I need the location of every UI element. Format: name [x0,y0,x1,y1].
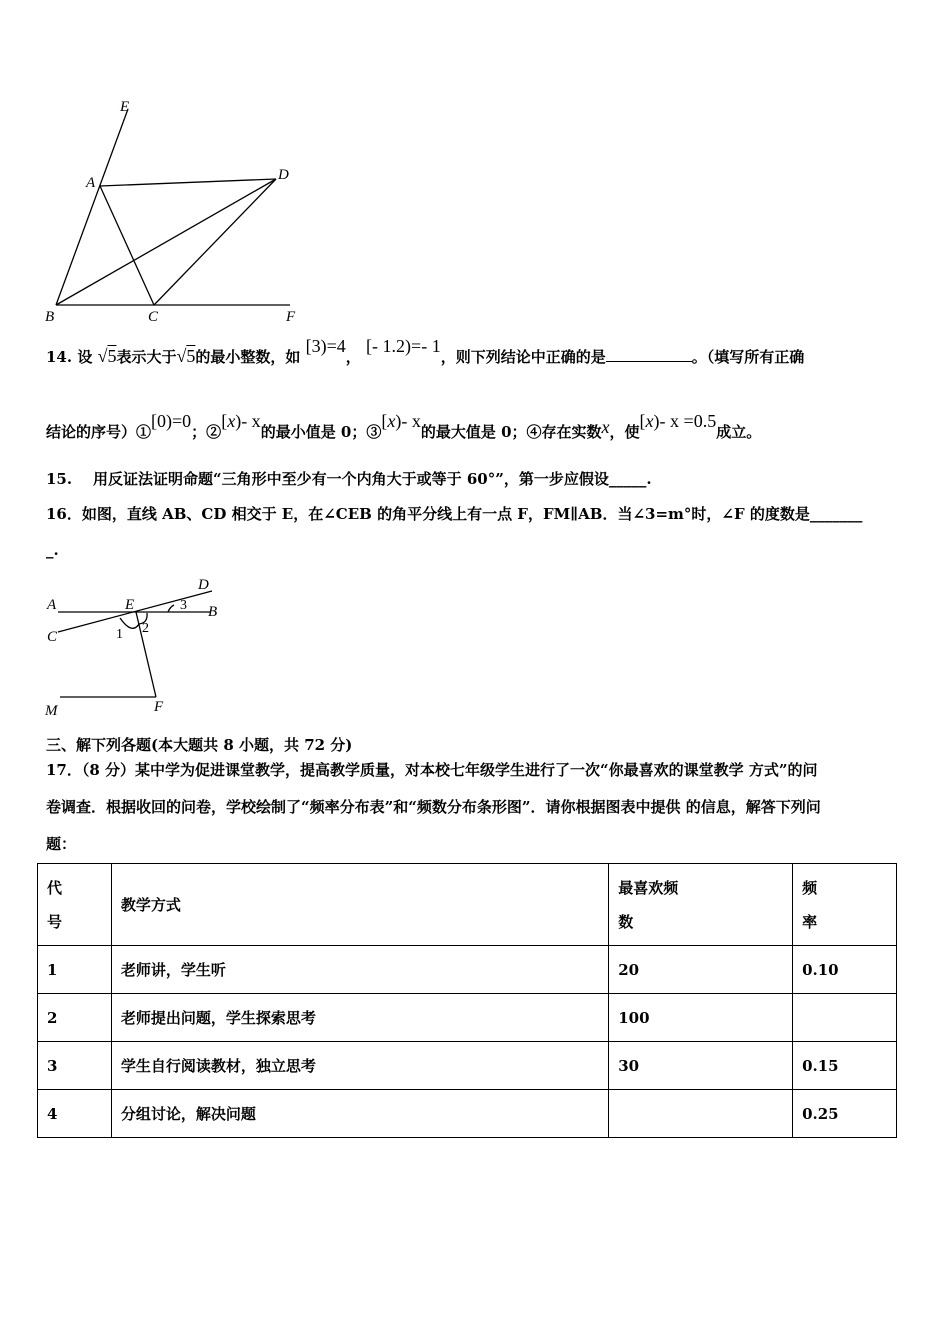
q14-text1: 设 [77,348,93,366]
cell-count [609,1090,793,1138]
q17-line2: 卷调查．根据收回的问卷，学校绘制了“频率分布表”和“频数分布条形图”．请你根据图表中提供 的信息，解答下列问 [46,798,821,816]
label-C: C [148,309,159,325]
label-B: B [208,604,218,620]
cell-code: 1 [38,946,112,994]
q14-line1 [46,336,805,367]
frequency-table [37,863,897,1138]
q14-statement4: [x)- x =0.5 [639,411,717,431]
q14-statement2-text: 的最小值是 0；③ [260,423,382,441]
cell-method: 学生自行阅读教材，独立思考 [111,1042,608,1090]
label-A: A [47,597,57,613]
q14-example1: [3)=4 [305,336,346,356]
label-D: D [198,577,209,593]
q16-text: 16．如图，直线 AB、CD 相交于 E，在∠CEB 的角平分线上有一点 F，FM∥AB．当∠3=m°时，∠F 的度数是 [46,505,810,523]
cell-rate: 0.25 [793,1090,897,1138]
cell-code: 3 [38,1042,112,1090]
label-F: F [154,699,164,715]
line-A-D [100,179,276,186]
table-row [38,1042,897,1090]
q16-line2 [46,540,59,560]
q17-line1: 17．（8 分）某中学为促进课堂教学，提高教学质量，对本校七年级学生进行了一次“你最喜欢的课堂教学 方式”的问 [46,761,818,779]
label-2: 2 [142,621,149,636]
q16-blank-end: _. [46,541,59,559]
q15-blank: _____ [608,470,647,488]
cell-code: 2 [38,994,112,1042]
q14-var-x: x [601,417,610,437]
q14-answer-blank [606,347,692,362]
figure-quadrilateral [40,95,310,330]
label-E: E [120,99,130,115]
header-code: 代 号 [38,864,112,946]
sqrt-symbol-2: √5 [176,346,196,366]
figure-parallel-lines [40,575,230,717]
q14-line2 [46,411,762,442]
header-method: 教学方式 [111,864,608,946]
label-B: B [45,309,55,325]
table-row [38,994,897,1042]
cell-rate: 0.15 [793,1042,897,1090]
q14-statement4-end: 成立。 [716,423,762,441]
label-M: M [45,703,58,717]
header-rate: 频 率 [793,864,897,946]
q14-statement2: [x)- x [221,411,261,431]
cell-count: 100 [609,994,793,1042]
q14-sep1: ；② [191,423,222,441]
cell-rate [793,994,897,1042]
label-1: 1 [116,627,123,642]
line-C-D [154,179,276,305]
cell-code: 4 [38,1090,112,1138]
q15-text: 用反证法证明命题“三角形中至少有一个内角大于或等于 60°”，第一步应假设 [93,470,609,488]
line-B-D [56,179,276,305]
q14-example2: [- 1.2)=- 1 [366,336,441,356]
cell-count: 30 [609,1042,793,1090]
q14-line2-start: 结论的序号）① [46,423,152,441]
q14-statement3-text: 的最大值是 0；④存在实数 [420,423,602,441]
table-row [38,946,897,994]
label-3: 3 [180,598,187,613]
q14-number: 14. [46,348,73,366]
header-count: 最喜欢频 数 [609,864,793,946]
q14-statement4-text: ，使 [609,423,640,441]
q14-text4: ，则下列结论中正确的是 [440,348,606,366]
q14-statement3: [x)- x [381,411,421,431]
q17-line3: 题： [46,835,77,853]
angle-arc-3 [168,605,174,612]
q14-text3: 的最小整数，如 [195,348,301,366]
cell-method: 分组讨论，解决问题 [111,1090,608,1138]
cell-count: 20 [609,946,793,994]
line-B-E [56,109,128,305]
label-C: C [47,629,58,645]
cell-method: 老师讲，学生听 [111,946,608,994]
q14-statement1: [0)=0 [151,411,192,431]
q14-text5: 。（填写所有正确 [691,348,805,366]
sqrt-symbol: √5 [97,346,117,366]
label-F: F [286,309,296,325]
label-D: D [278,167,289,183]
label-E: E [125,597,135,613]
q14-text2: 表示大于 [116,348,177,366]
q15-line [46,469,652,489]
cell-method: 老师提出问题，学生探索思考 [111,994,608,1042]
line-A-C [100,186,154,305]
cell-rate: 0.10 [793,946,897,994]
q14-comma: ， [345,348,361,366]
label-A: A [86,175,96,191]
table-header-row [38,864,897,946]
q16-line1 [46,504,862,524]
table-row [38,1090,897,1138]
q16-blank: _______ [809,505,863,523]
section-heading: 三、解下列各题(本大题共 8 小题，共 72 分) [46,736,353,754]
q15-end: . [646,470,652,488]
q15-number: 15. [46,470,73,488]
